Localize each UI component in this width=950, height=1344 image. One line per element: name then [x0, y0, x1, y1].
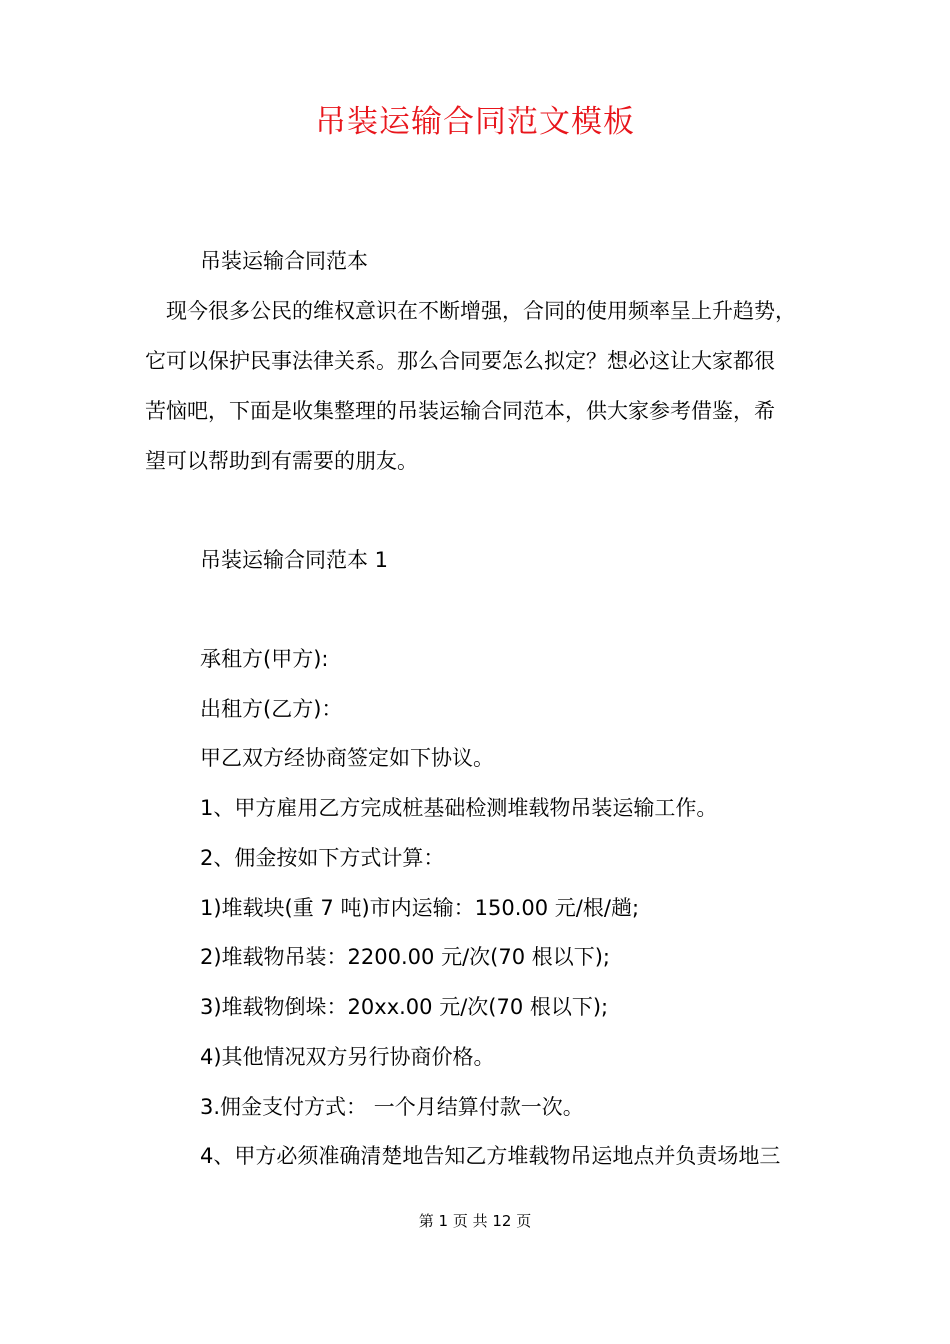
document-title: 吊装运输合同范文模板 — [315, 104, 635, 140]
clause-line: 1)堆载块(重 7 吨)市内运输：150.00 元/根/趟; — [200, 896, 640, 920]
page-footer: 第 1 页 共 12 页 — [418, 1212, 532, 1230]
intro-line-1: 现今很多公民的维权意识在不断增强，合同的使用频率呈上升趋势， — [166, 299, 796, 323]
clause-line: 承租方(甲方): — [200, 647, 329, 671]
clause-line: 4、甲方必须准确清楚地告知乙方堆载物吊运地点并负责场地三 — [200, 1144, 781, 1168]
intro-line-3: 苦恼吧，下面是收集整理的吊装运输合同范本，供大家参考借鉴，希 — [145, 399, 775, 423]
clause-line: 1、甲方雇用乙方完成桩基础检测堆载物吊装运输工作。 — [200, 796, 718, 820]
intro-line-4: 望可以帮助到有需要的朋友。 — [145, 449, 418, 473]
heading: 吊装运输合同范本 — [200, 249, 368, 273]
clause-line: 2、佣金按如下方式计算： — [200, 846, 445, 870]
clause-line: 甲乙双方经协商签定如下协议。 — [200, 746, 494, 770]
clause-line: 2)堆载物吊装：2200.00 元/次(70 根以下); — [200, 945, 611, 969]
clause-line: 4)其他情况双方另行协商价格。 — [200, 1045, 495, 1069]
section-heading: 吊装运输合同范本 1 — [200, 548, 389, 572]
clause-line: 3)堆载物倒垛：20xx.00 元/次(70 根以下); — [200, 995, 609, 1019]
clause-line: 3.佣金支付方式： 一个月结算付款一次。 — [200, 1095, 584, 1119]
clause-line: 出租方(乙方)： — [200, 697, 343, 721]
intro-line-2: 它可以保护民事法律关系。那么合同要怎么拟定？想必这让大家都很 — [145, 349, 775, 373]
